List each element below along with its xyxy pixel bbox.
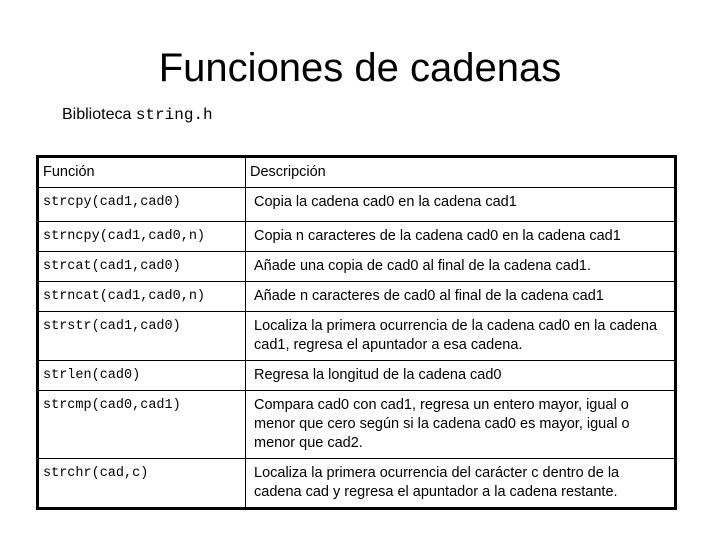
function-description: Compara cad0 con cad1, regresa un entero mayor, igual o menor que cero según si la cadena cad0 es mayor, igual o menor que cad2. bbox=[246, 391, 676, 459]
table-header-row bbox=[38, 157, 676, 188]
function-description: Localiza la primera ocurrencia del carácter c dentro de la cadena cad y regresa el apuntador a la cadena restante. bbox=[246, 459, 676, 509]
function-description: Copia n caracteres de la cadena cad0 en la cadena cad1 bbox=[246, 222, 676, 252]
subtitle bbox=[62, 104, 213, 126]
function-name: strncpy(cad1,cad0,n) bbox=[38, 222, 246, 252]
table-row bbox=[38, 222, 676, 252]
table-row bbox=[38, 391, 676, 459]
header-function: Función bbox=[38, 157, 246, 188]
function-name: strlen(cad0) bbox=[38, 361, 246, 391]
table-row bbox=[38, 361, 676, 391]
library-name: string.h bbox=[135, 106, 213, 124]
function-description: Añade una copia de cad0 al final de la cadena cad1. bbox=[246, 252, 676, 282]
function-name: strcmp(cad0,cad1) bbox=[38, 391, 246, 459]
function-name: strcpy(cad1,cad0) bbox=[38, 188, 246, 222]
subtitle-label: Biblioteca bbox=[62, 106, 132, 123]
function-name: strchr(cad,c) bbox=[38, 459, 246, 509]
slide-title: Funciones de cadenas bbox=[158, 46, 562, 90]
function-name: strncat(cad1,cad0,n) bbox=[38, 282, 246, 312]
header-description: Descripción bbox=[246, 157, 676, 188]
table-row bbox=[38, 459, 676, 509]
table-row bbox=[38, 312, 676, 361]
functions-table bbox=[36, 155, 677, 510]
table-row bbox=[38, 252, 676, 282]
table-row bbox=[38, 282, 676, 312]
table-row bbox=[38, 188, 676, 222]
function-name: strcat(cad1,cad0) bbox=[38, 252, 246, 282]
function-description: Regresa la longitud de la cadena cad0 bbox=[246, 361, 676, 391]
function-description: Añade n caracteres de cad0 al final de la cadena cad1 bbox=[246, 282, 676, 312]
function-description: Localiza la primera ocurrencia de la cadena cad0 en la cadena cad1, regresa el apuntador a esa cadena. bbox=[246, 312, 676, 361]
function-name: strstr(cad1,cad0) bbox=[38, 312, 246, 361]
function-description: Copia la cadena cad0 en la cadena cad1 bbox=[246, 188, 676, 222]
